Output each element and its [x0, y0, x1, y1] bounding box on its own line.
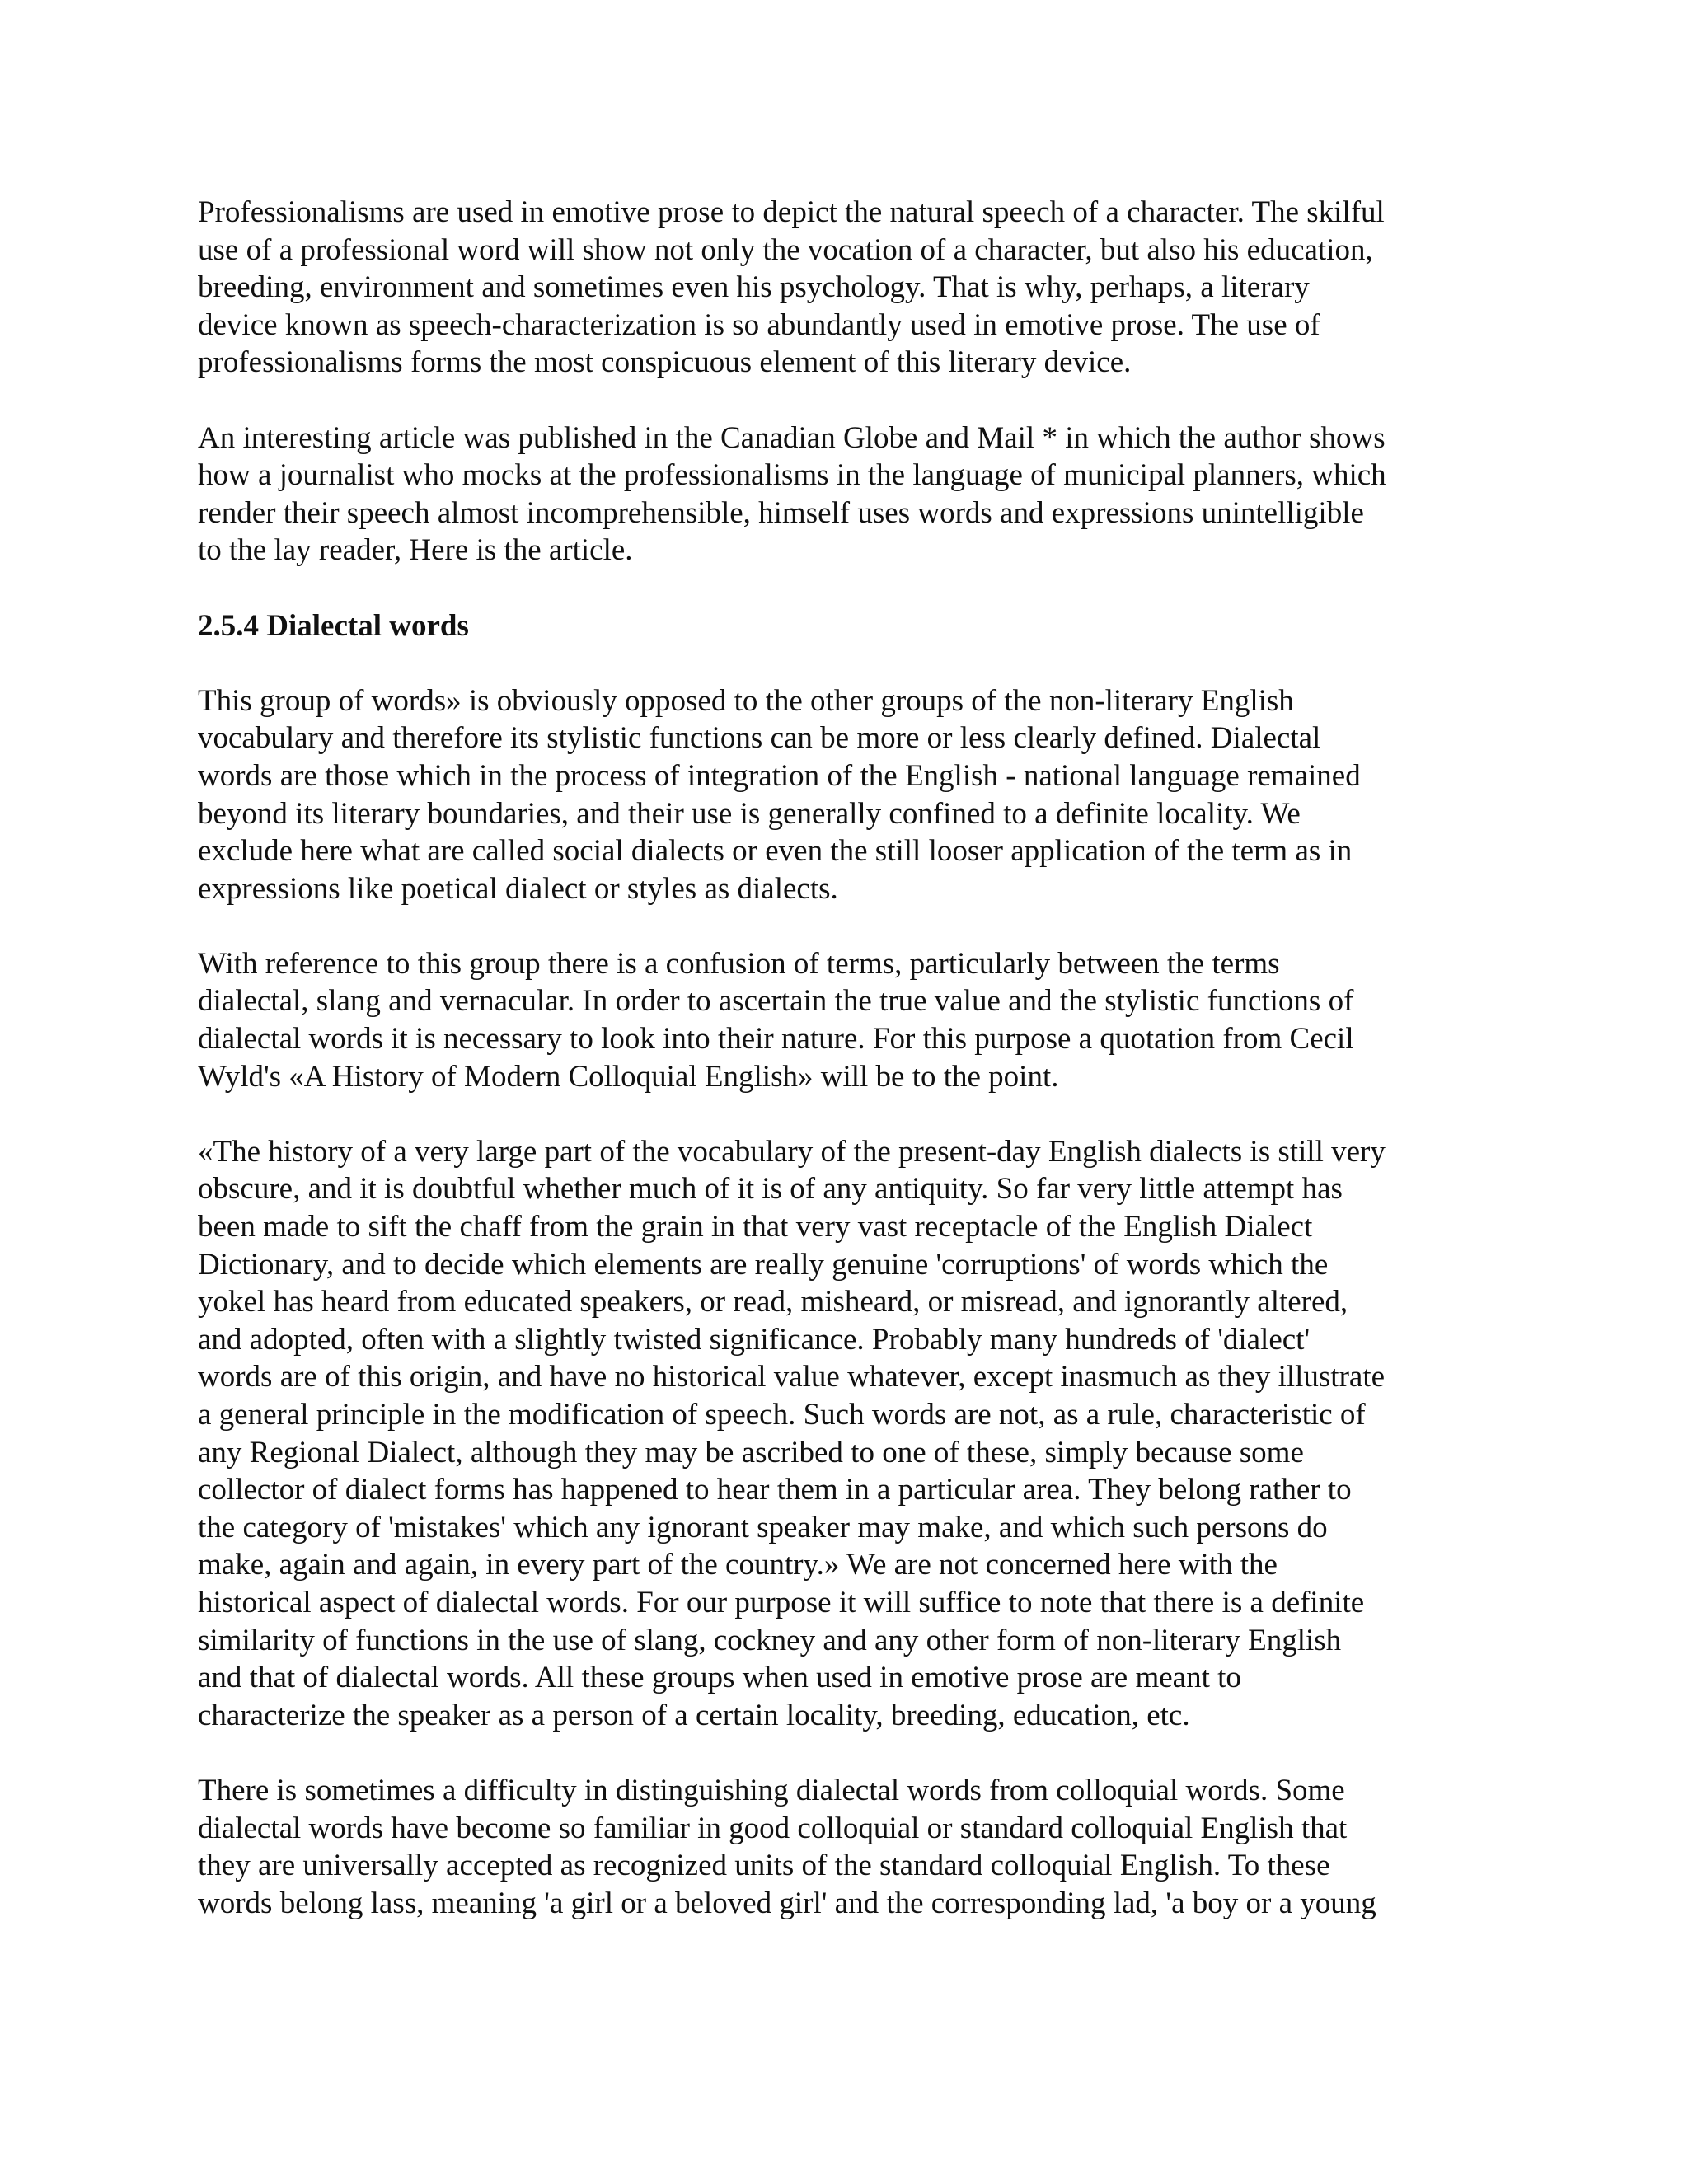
text-line: been made to sift the chaff from the grain in that very vast receptacle of the English Dialect — [198, 1210, 1313, 1244]
paragraph-dialectal-intro — [198, 682, 1517, 908]
text-line: «The history of a very large part of the vocabulary of the present-day English dialects is still very — [198, 1134, 1386, 1169]
text-line: and adopted, often with a slightly twisted significance. Probably many hundreds of 'dialect' — [198, 1322, 1311, 1357]
paragraph-colloquial-distinction — [198, 1772, 1517, 1922]
text-line: exclude here what are called social dialects or even the still looser application of the term as in — [198, 834, 1353, 869]
text-line: words are of this origin, and have no historical value whatever, except inasmuch as they illustrate — [198, 1360, 1386, 1394]
text-line: dialectal words it is necessary to look into their nature. For this purpose a quotation from Cecil — [198, 1022, 1354, 1057]
document-page — [198, 194, 1517, 1960]
text-line: characterize the speaker as a person of a certain locality, breeding, education, etc. — [198, 1698, 1190, 1732]
text-line: vocabulary and therefore its stylistic functions can be more or less clearly defined. Dialectal — [198, 721, 1321, 756]
paragraph-terms-confusion — [198, 945, 1517, 1095]
text-line: Dictionary, and to decide which elements are really genuine 'corruptions' of words which the — [198, 1247, 1329, 1282]
text-line: the category of 'mistakes' which any ignorant speaker may make, and which such persons do — [198, 1510, 1328, 1544]
text-line: words belong lass, meaning 'a girl or a beloved girl' and the corresponding lad, 'a boy or a young — [198, 1886, 1376, 1920]
text-line: professionalisms forms the most conspicuous element of this literary device. — [198, 345, 1132, 380]
text-line: device known as speech-characterization is so abundantly used in emotive prose. The use of — [198, 307, 1320, 342]
text-line: An interesting article was published in the Canadian Globe and Mail * in which the author shows — [198, 420, 1386, 455]
text-line: use of a professional word will show not only the vocation of a character, but also his education, — [198, 232, 1373, 267]
text-line: yokel has heard from educated speakers, or read, misheard, or misread, and ignorantly altered, — [198, 1285, 1348, 1319]
text-line: dialectal words have become so familiar in good colloquial or standard colloquial English that — [198, 1811, 1348, 1845]
text-line: collector of dialect forms has happened to hear them in a particular area. They belong rather to — [198, 1473, 1352, 1507]
text-line: historical aspect of dialectal words. For our purpose it will suffice to note that there is a definite — [198, 1585, 1365, 1619]
section-heading: 2.5.4 Dialectal words — [198, 608, 469, 643]
text-line: obscure, and it is doubtful whether much of it is of any antiquity. So far very little attempt has — [198, 1172, 1343, 1207]
text-line: any Regional Dialect, although they may be ascribed to one of these, simply because some — [198, 1435, 1304, 1469]
text-line: words are those which in the process of integration of the English - national language remained — [198, 758, 1361, 793]
text-line: they are universally accepted as recognized units of the standard colloquial English. To these — [198, 1849, 1330, 1883]
text-line: and that of dialectal words. All these groups when used in emotive prose are meant to — [198, 1661, 1241, 1695]
text-line: similarity of functions in the use of slang, cockney and any other form of non-literary English — [198, 1623, 1342, 1657]
text-line: Wyld's «A History of Modern Colloquial English» will be to the point. — [198, 1059, 1059, 1094]
text-line: There is sometimes a difficulty in distinguishing dialectal words from colloquial words. Some — [198, 1773, 1345, 1807]
paragraph-article — [198, 419, 1517, 569]
paragraph-professionalisms — [198, 194, 1517, 382]
text-line: to the lay reader, Here is the article. — [198, 533, 633, 568]
text-line: This group of words» is obviously opposed to the other groups of the non-literary English — [198, 683, 1294, 718]
text-line: expressions like poetical dialect or styles as dialects. — [198, 871, 838, 906]
text-line: render their speech almost incomprehensible, himself uses words and expressions unintelligible — [198, 495, 1364, 530]
text-line: breeding, environment and sometimes even his psychology. That is why, perhaps, a literary — [198, 270, 1310, 305]
text-line: how a journalist who mocks at the professionalisms in the language of municipal planners, which — [198, 458, 1386, 493]
text-line: a general principle in the modification of speech. Such words are not, as a rule, characteristic of — [198, 1398, 1366, 1432]
text-line: make, again and again, in every part of the country.» We are not concerned here with the — [198, 1548, 1278, 1582]
paragraph-quotation — [198, 1133, 1517, 1735]
text-line: dialectal, slang and vernacular. In order to ascertain the true value and the stylistic functions of — [198, 984, 1354, 1019]
text-line: Professionalisms are used in emotive prose to depict the natural speech of a character. The skilful — [198, 195, 1385, 229]
text-line: beyond its literary boundaries, and their use is generally confined to a definite locality. We — [198, 796, 1301, 831]
text-line: With reference to this group there is a confusion of terms, particularly between the terms — [198, 946, 1280, 981]
